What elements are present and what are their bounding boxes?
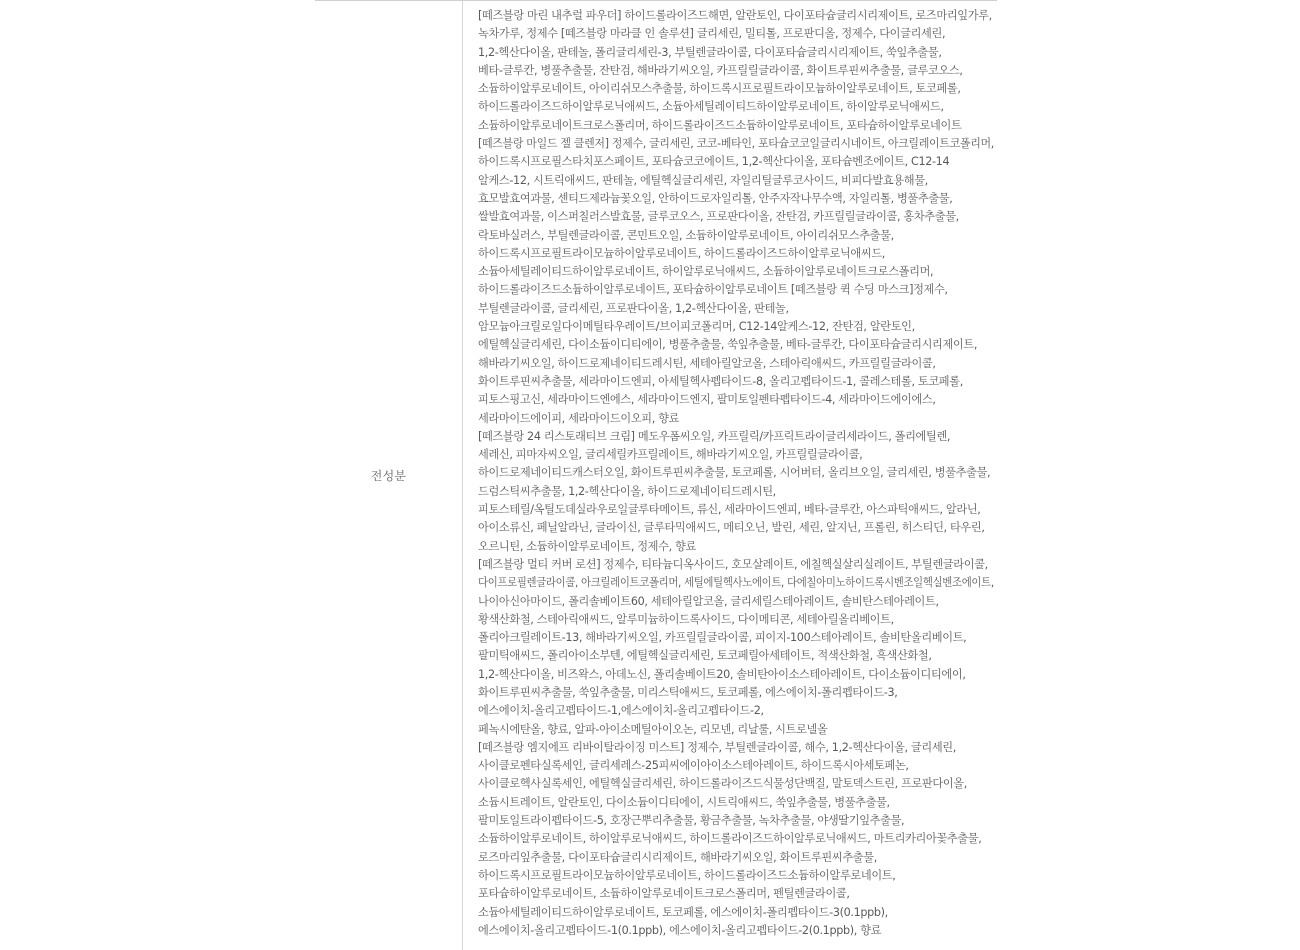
ingredients-line: 포타슘하이알루로네이트, 소듐하이알루로네이트크로스폴리머, 펜틸렌글라이콜, (478, 887, 850, 901)
ingredients-line: 암모늄아크릴로일다이메틸타우레이트/브이피코폴리머, C12-14알케스-12, 잔탄검, 알란토인, (478, 320, 915, 334)
ingredients-line: 에스에이치-올리고펩타이드-1(0.1ppb), 에스에이치-올리고펩타이드-2(0.1ppb), 향료 (478, 923, 882, 937)
ingredients-line: 폴리아크릴레이트-13, 해바라기씨오일, 카프릴릴글라이콜, 피이지-100스테아레이트, 솔비탄올리베이트, (478, 631, 967, 645)
ingredients-line: 하이드롤라이즈드소듐하이알루로네이트, 포타슘하이알루로네이트 [떼즈블랑 퀵 수딩 마스크]정제수, (478, 283, 948, 297)
ingredients-line: 소듐아세틸레이티드하이알루로네이트, 토코페롤, 에스에이치-폴리펩타이드-3(0.1ppb), (478, 905, 888, 919)
ingredients-label: 전성분 (370, 469, 407, 483)
ingredients-table (315, 0, 997, 950)
ingredients-line: [떼즈블랑 엠지에프 리바이탈라이징 미스트] 정제수, 부틸렌글라이콜, 해수, 1,2-헥산다이올, 글리세린, (478, 740, 956, 754)
ingredients-line: 드럼스틱씨추출물, 1,2-헥산다이올, 하이드로제네이티드레시틴, (478, 484, 776, 498)
ingredients-line: 세라마이드에이피, 세라마이드이오피, 향료 (478, 411, 680, 425)
ingredients-value-cell (478, 7, 994, 940)
ingredients-line: 녹차가루, 정제수 [떼즈블랑 마라클 인 솔루션] 글리세린, 밀티톨, 프로판디올, 정제수, 다이글리세린, (478, 27, 946, 41)
ingredients-line: 하이드록시프로필스타치포스페이트, 포타슘코코에이트, 1,2-헥산다이올, 포타슘벤조에이트, C12-14 (478, 155, 950, 169)
ingredients-line: 락토바실러스, 부틸렌글라이콜, 콘민트오일, 소듐하이알루로네이트, 아이리쉬모스추출물, (478, 228, 894, 242)
ingredients-line: 팔미토일트라이펩타이드-5, 호장근뿌리추출물, 황금추출물, 녹차추출물, 야생딸기잎추출물, (478, 814, 905, 828)
ingredients-line: 1,2-헥산다이올, 비즈왁스, 아데노신, 폴리솔베이트20, 솔비탄아이소스테아레이트, 다이소듐이디티에이, (478, 667, 966, 681)
ingredients-line: 소듐하이알루로네이트, 아이리쉬모스추출물, 하이드록시프로필트라이모늄하이알루로네이트, 토코페롤, (478, 82, 961, 96)
ingredients-line: 해바라기씨오일, 하이드로제네이티드레시틴, 세테아릴알코올, 스테아릭애씨드, 카프릴릴글라이콜, (478, 356, 936, 370)
ingredients-label-cell (315, 1, 463, 950)
ingredients-line: 부틸렌글라이콜, 글리세린, 프로판다이올, 1,2-헥산다이올, 판테놀, (478, 301, 789, 315)
ingredients-line: 피토스테릴/옥틸도데실라우로일글루타메이트, 류신, 세라마이드엔피, 베타-글루칸, 아스파틱애씨드, 알라닌, (478, 503, 981, 517)
ingredients-line: 오르니틴, 소듐하이알루로네이트, 정제수, 향료 (478, 539, 696, 553)
ingredients-line: 하이드록시프로필트라이모늄하이알루로네이트, 하이드롤라이즈드소듐하이알루로네이트, (478, 868, 896, 882)
ingredients-line: 알케스-12, 시트릭애씨드, 판테놀, 에틸헥실글리세린, 자일리틸글루코사이드, 비피다발효용해물, (478, 173, 928, 187)
ingredients-line: 에틸헥실글리세린, 다이소듐이디티에이, 병풀추출물, 쑥잎추출물, 베타-글루칸, 다이포타슘글리시리제이트, (478, 338, 978, 352)
ingredients-line: [떼즈블랑 멀티 커버 로션] 정제수, 티타늄디옥사이드, 호모살레이트, 에칠헥실살리실레이트, 부틸렌글라이콜, (478, 557, 988, 571)
ingredients-line: 에스에이치-올리고펩타이드-1,에스에이치-올리고펩타이드-2, (478, 704, 764, 718)
ingredients-line: 소듐하이알루로네이트크로스폴리머, 하이드롤라이즈드소듐하이알루로네이트, 포타슘하이알루로네이트 (478, 118, 962, 132)
ingredients-line: 하이드록시프로필트라이모늄하이알루로네이트, 하이드롤라이즈드하이알루로닉애씨드, (478, 246, 885, 260)
ingredients-line: 1,2-헥산다이올, 판테놀, 폴리글리세린-3, 부틸렌글라이콜, 다이포타슘글리시리제이트, 쑥잎추출물, (478, 45, 942, 59)
ingredients-line: 페녹시에탄올, 향료, 알파-아이소메틸아이오논, 리모넨, 리날룰, 시트로넬올 (478, 722, 828, 736)
ingredients-line: 사이클로헥사실록세인, 에틸헥실글리세린, 하이드롤라이즈드식물성단백질, 말토덱스트린, 프로판다이올, (478, 777, 967, 791)
ingredients-line: 소듐하이알루로네이트, 하이알루로닉애씨드, 하이드롤라이즈드하이알루로닉애씨드, 마트리카리아꽃추출물, (478, 832, 982, 846)
ingredients-line: 소듐아세틸레이티드하이알루로네이트, 하이알루로닉애씨드, 소듐하이알루로네이트크로스폴리머, (478, 265, 934, 279)
ingredients-line: 세레신, 피마자씨오일, 글리세릴카프릴레이트, 해바라기씨오일, 카프릴릴글라이콜, (478, 448, 863, 462)
ingredients-line: [떼즈블랑 24 리스토래티브 크림] 메도우폼씨오일, 카프릴릭/카프릭트라이글리세라이드, 폴리에틸렌, (478, 429, 951, 443)
ingredients-line: 하이드롤라이즈드하이알루로닉애씨드, 소듐아세틸레이티드하이알루로네이트, 하이알루로닉애씨드, (478, 100, 944, 114)
ingredients-line: [떼즈블랑 마린 내추럴 파우더] 하이드롤라이즈드해면, 알란토인, 다이포타슘글리시리제이트, 로즈마리잎가루, (478, 9, 992, 22)
ingredients-line: 효모발효여과물, 센티드제라늄꽃오일, 안하이드로자일리톨, 안주자작나무수액, 자일리톨, 병풀추출물, (478, 191, 953, 205)
ingredients-line: [떼즈블랑 마일드 젤 클렌저] 정제수, 글리세린, 코코-베타인, 포타슘코코일글리시네이트, 아크릴레이트코폴리머, (478, 137, 994, 151)
ingredients-line: 다이프로필렌글라이콜, 아크릴레이트코폴리머, 세틸에틸헥사노에이트, 다에칠아미노하이드록시벤조일헥실벤조에이트, (478, 576, 994, 590)
ingredients-line: 아이소류신, 페닐알라닌, 글라이신, 글루타믹애씨드, 메티오닌, 발린, 세린, 알지닌, 프롤린, 히스티딘, 타우린, (478, 521, 985, 535)
ingredients-line: 소듐시트레이트, 알란토인, 다이소듐이디티에이, 시트릭애씨드, 쑥잎추출물, 병풀추출물, (478, 795, 890, 809)
ingredients-line: 화이트루핀씨추출물, 세라마이드엔피, 아세틸헥사펩타이드-8, 올리고펩타이드-1, 콜레스테롤, 토코페롤, (478, 374, 963, 388)
ingredients-line: 쌀발효여과물, 이스퍼칠러스발효물, 글루코오스, 프로판다이올, 잔탄검, 카프릴릴글라이콜, 홍차추출물, (478, 210, 959, 224)
ingredients-line: 하이드로제네이티드캐스터오일, 화이트루핀씨추출물, 토코페롤, 시어버터, 올리브오일, 글리세린, 병풀추출물, (478, 466, 991, 480)
ingredients-line: 나이아신아마이드, 폴리솔베이트60, 세테아릴알코올, 글리세릴스테아레이트, 솔비탄스테아레이트, (478, 594, 939, 608)
ingredients-line: 피토스핑고신, 세라마이드엔에스, 세라마이드엔지, 팔미토일펜타펩타이드-4, 세라마이드에이에스, (478, 393, 936, 407)
ingredients-line: 베타-글루칸, 병풀추출물, 잔탄검, 해바라기씨오일, 카프릴릴글라이콜, 화이트루핀씨추출물, 글루코오스, (478, 63, 963, 77)
ingredients-line: 사이클로펜타실록세인, 글리세레스-25피씨에이아이소스테아레이트, 하이드록시아세토페논, (478, 759, 909, 773)
ingredients-line: 팔미틱애씨드, 폴리아이소부텐, 에틸헥실글리세린, 토코페릴아세테이트, 적색산화철, 흑색산화철, (478, 649, 932, 663)
ingredients-line: 화이트루핀씨추출물, 쑥잎추출물, 미리스틱애씨드, 토코페롤, 에스에이치-폴리펩타이드-3, (478, 685, 898, 699)
ingredients-line: 황색산화철, 스테아릭애씨드, 알루미늄하이드록사이드, 다이메티콘, 세테아릴올리베이트, (478, 612, 894, 626)
ingredients-line: 로즈마리잎추출물, 다이포타슘글리시리제이트, 해바라기씨오일, 화이트루핀씨추출물, (478, 850, 877, 864)
